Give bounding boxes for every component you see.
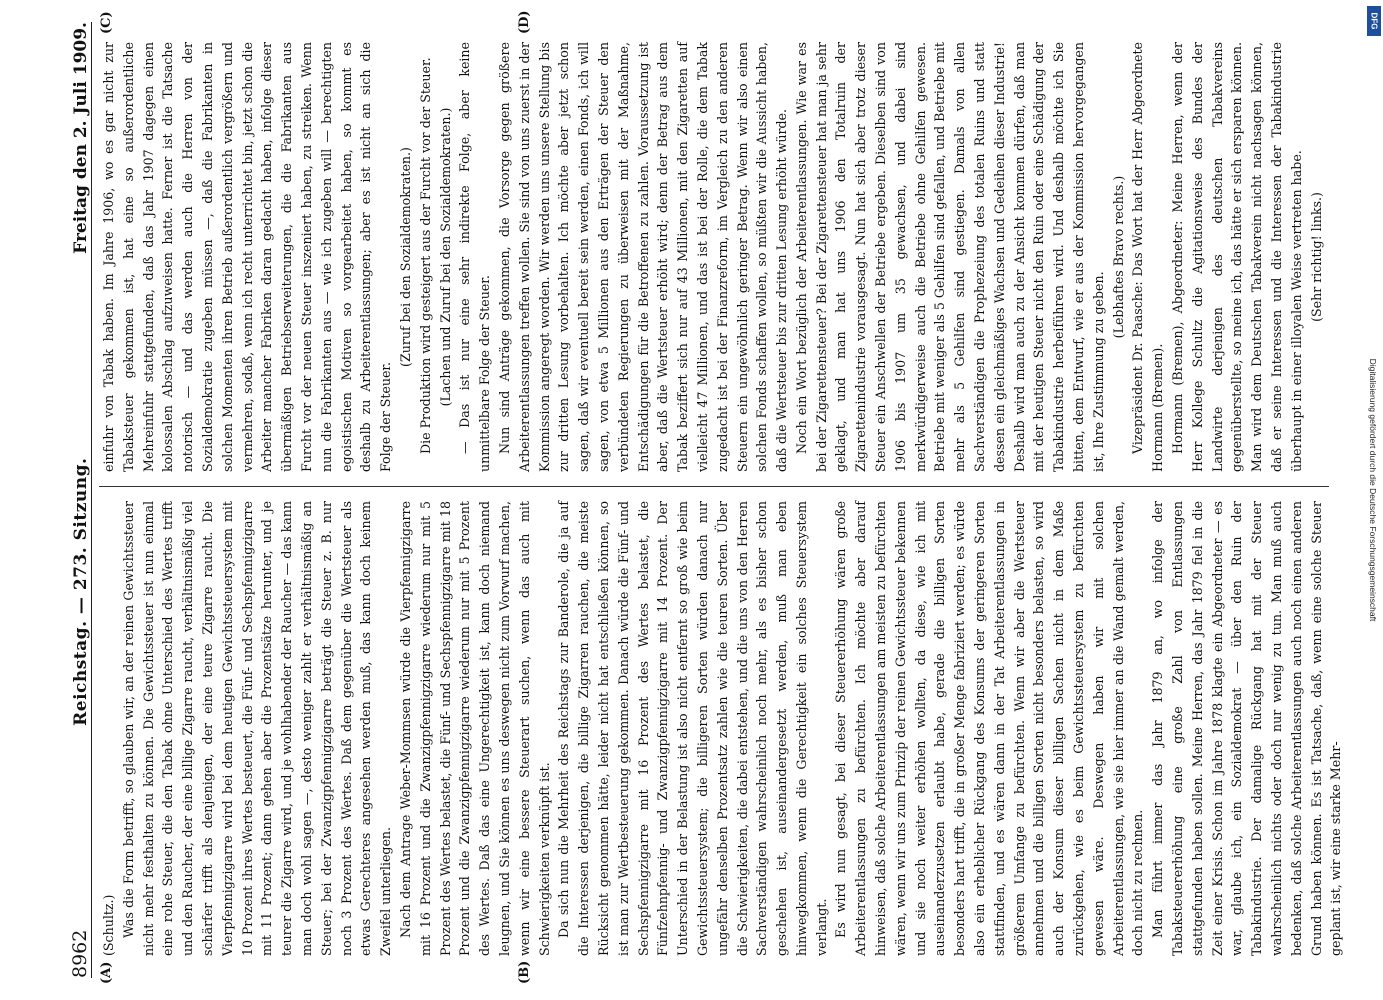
interjection: (Sehr richtig! links.): [1308, 192, 1324, 322]
document-page: [47, 10, 1343, 990]
margin-marker-a: (A): [98, 961, 114, 984]
page-number: 8962: [68, 929, 91, 978]
interjection: (Zuruf bei den Sozialdemokraten.): [397, 147, 413, 367]
paragraph: Da sich nun die Mehrheit des Reichstags zur Banderole, die ja auf die Interessen derjenigen, die billige Zigarren rauchen, die meiste Rücksicht genommen hätte, leider nicht hat entschließen können, so ist man zur Wertbesteuerung gekommen. Danach würde die Fünf- und Sechspfennigzigarre mit 16 Prozent des Wertes belastet, die Fünfzehnpfennig- und Zwanzigpfennigzigarre mit 14 Prozent. Der Unterschied in der Belastung ist also nicht entfernt so groß wie beim Gewichtssteuersystem; die billigeren Sorten würden danach nur ungefähr denselben Prozentsatz zahlen wie die teuren Sorten. Über die Schwierigkeiten, die dabei entstehen, und die uns von den Herren Sachverständigen wahrscheinlich noch mehr, als es bisher schon geschehen ist, auseinandergesetzt werden, muß man eben hinwegkommen, wenn die Gerechtigkeit ein solches Steuersystem verlangt.: [555, 501, 829, 956]
margin-marker-d: (D): [516, 10, 532, 34]
margin-marker-c: (C): [98, 11, 114, 34]
column-divider: [99, 486, 1329, 487]
paragraph: Vizepräsident Dr. Paasche: Das Wort hat der Herr Abgeordnete Hormann (Bremen).: [1129, 42, 1165, 472]
paragraph: einfuhr von Tabak haben. Im Jahre 1906, wo es gar nicht zur Tabaksteuer gekommen ist, hat eine so außerordentliche Mehreinfuhr stattgefunden, daß das Jahr 1907 dagegen einen kolossalen Abschlag aufzuweisen hatte. Ferner ist die Tatsache notorisch — und das werden auch die Herren von der Sozialdemokratie zugeben müssen —, daß die Fabrikanten in solchen Momenten ihren Betrieb außerordentlich vergrößern und vermehren, sodaß, wenn ich recht unterrichtet bin, jetzt schon die Arbeiter mancher Fabriken daran gedacht haben, infolge dieser übermäßigen Betriebserweiterungen, die die Fabrikanten aus Furcht vor der neuen Steuer inszeniert haben, zu streiken. Wenn nun die Fabrikanten aus — wie ich zugeben will — berechtigten egoistischen Motiven so vorgearbeitet haben, so kommt es deshalb zu Arbeiterentlassungen; aber es ist nicht an sich die Folge der Steuer.: [100, 42, 393, 472]
left-column: [99, 501, 1343, 956]
paragraph: Es wird nun gesagt, bei dieser Steuererhöhung wären große Arbeiterentlassungen zu befürchten. Ich möchte aber darauf hinweisen, daß solche Arbeiterentlassungen am meisten zu befürchten wären, wenn wir uns zum Prinzip der reinen Gewichtssteuer bekennen und sie noch weiter erhöhen wollten, da diese, wie ich mit auseinanderzusetzen erlaubt habe, gerade die billigen Sorten besonders hart trifft, die in großer Menge fabriziert werden; es würde also ein erheblicher Rückgang des Konsums der geringeren Sorten stattfinden, und es wären dann in der Tat Arbeiterentlassungen in größerem Umfange zu befürchten. Wenn wir aber die Wertsteuer annehmen und die billigen Sorten nicht besonders belasten, so wird auch der Konsum dieser billigen Sachen nicht in dem Maße zurückgehen, wie es beim Gewichtssteuersystem zu befürchten gewesen wäre. Deswegen haben wir mit solchen Arbeiterentlassungen, wie sie hier immer an die Wand gemalt werden, doch nicht zu rechnen.: [832, 501, 1145, 956]
page-header: [55, 22, 92, 978]
paragraph: — Das ist nur eine sehr indirekte Folge, aber keine unmittelbare Folge der Steuer.: [456, 42, 492, 472]
paragraph: Noch ein Wort bezüglich der Arbeiterentlassungen. Wie war es bei der Zigarettensteuer? Bei der Zigarettensteuer hat man ja sehr geklagt, und man hat uns 1906 den Totalruin der Zigarettenindustrie vorausgesagt. Nun hat sich aber trotz dieser Steuer ein Anschwellen der Betriebe ergeben. Dieselben sind von 1906 bis 1907 um 35 gewachsen, und dabei sind merkwürdigerweise auch die Betriebe ohne Gehilfen gewesen. Betriebe mit weniger als 5 Gehilfen sind gefallen, und Betriebe mit mehr als 5 Gehilfen sind gestiegen. Damals von allen Sachverständigen die Prophezeiung des totalen Ruins und statt dessen ein gleichmäßiges Wachsen und Gedeihen dieser Industrie! Deshalb wird man auch zu der Ansicht kommen dürfen, daß man mit der heutigen Steuer nicht den Ruin oder eine Schädigung der Tabakindustrie herbeiführen wird. Und deshalb möchte ich Sie bitten, dem Entwurf, wie er aus der Kommission hervorgegangen ist, Ihre Zustimmung zu geben.: [793, 42, 1106, 472]
session-date: Freitag den 2. Juli 1909.: [70, 22, 91, 254]
digitization-credit: Digitalisierung gefördert durch die Deutsche Forschungsgemeinschaft: [1368, 358, 1378, 622]
paragraph: Nach dem Antrage Weber-Mommsen würde die Vierpfennigzigarre mit 16 Prozent und die Zwanzigpfennigzigarre wiederum nur mit 5 Prozent des Wertes belastet, die Fünf- und Sechspfennigzigarre mit 18 Prozent und die Zwanzigpfennigzigarre wiederum nur mit 5 Prozent des Wertes. Daß das eine Ungerechtigkeit ist, kann doch niemand leugnen, und Sie können es uns deswegen nicht zum Vorwurf machen, wenn wir eine bessere Steuerart suchen, wenn das auch mit Schwierigkeiten verknüpft ist.: [397, 501, 552, 956]
interjection: (Lebhaftes Bravo rechts.): [1110, 175, 1126, 339]
paragraph: Die Produktion wird gesteigert aus der Furcht vor der Steuer.: [417, 57, 433, 454]
margin-marker-b: (B): [516, 960, 532, 984]
paragraph: Nun sind Anträge gekommen, die Vorsorge gegen größere Arbeiterentlassungen treffen wollen. Sie sind von uns zuerst in der Kommission angeregt worden. Wir werden uns unsere Stellung bis zur dritten Lesung vorbehalten. Ich möchte aber jetzt schon sagen, daß wir eventuell bereit sein werden, einen Fonds, ich will sagen, von etwa 5 Millionen aus den Erträgen der Steuer den verbündeten Regierungen zu überweisen mit der Maßnahme, Entschädigungen für die Betroffenen zu zahlen. Voraussetzung ist aber, daß die Wertsteuer erhöht wird; denn der Betrag aus dem Tabak beziffert sich nur auf 43 Millionen, mit den Zigaretten auf vielleicht 47 Millionen, und das ist bei der Rolle, die dem Tabak zugedacht ist bei der Finanzreform, im Vergleich zu den anderen Steuern ein ungewöhnlich geringer Betrag. Wenn wir also einen solchen Fonds schaffen wollen, so müßten wir die Aussicht haben, daß die Wertsteuer bis zur dritten Lesung erhöht würde.: [496, 42, 789, 472]
session-title: Reichstag. — 273. Sitzung.: [70, 457, 91, 726]
paragraph: Hormann (Bremen), Abgeordneter: Meine Herren, wenn der Herr Kollege Schultz die Agitationsweise des Bundes der Landwirte derjenigen des deutschen Tabakvereins gegenüberstellte, so meine ich, das hätte er sich ersparen können. Man wird dem Deutschen Tabakverein nicht nachsagen können, daß er seine Interessen und die Interessen der Tabakindustrie überhaupt in einer illoyalen Weise vertreten habe.: [1169, 42, 1304, 472]
paragraph: Man führt immer das Jahr 1879 an, wo infolge der Tabaksteuererhöhung eine große Zahl von Entlassungen stattgefunden haben sollen. Meine Herren, das Jahr 1879 fiel in die Zeit einer Krisis. Schon im Jahre 1878 klagte ein Abgeordneter — es war, glaube ich, ein Sozialdemokrat — über den Ruin der Tabakindustrie. Der damalige Rückgang hat mit der Steuer wahrscheinlich nichts oder doch nur wenig zu tun. Man muß auch bedenken, daß solche Arbeiterentlassungen auch noch einen anderen Grund haben können. Es ist Tatsache, daß, wenn eine solche Steuer geplant ist, wir eine starke Mehr-: [1149, 501, 1343, 956]
speaker-name: (Schultz.): [100, 894, 116, 956]
right-column: [99, 42, 1329, 472]
dfg-logo: DFG: [1367, 6, 1381, 36]
interjection: (Lachen und Zuruf bei den Sozialdemokraten.): [437, 107, 453, 407]
paragraph: Was die Form betrifft, so glauben wir, an der reinen Gewichtssteuer nicht mehr festhalten zu können. Die Gewichtssteuer ist nun einmal eine rohe Steuer, die den Tabak ohne Unterschied des Wertes trifft und den Raucher, der eine billige Zigarre raucht, verhältnismäßig viel schärfer trifft als denjenigen, der eine teure Zigarre raucht. Die Vierpfennigzigarre wird bei dem heutigen Gewichtssteuersystem mit 10 Prozent ihres Wertes besteuert, die Fünf- und Sechspfennigzigarre mit 11 Prozent; dann gehen aber die Prozentsätze herunter, und je teurer die Zigarre wird, und je wohlhabender der Raucher — das kann man doch wohl sagen —, desto weniger zahlt er verhältnismäßig an Steuer; bei der Zwanzigpfennigzigarre beträgt die Steuer z. B. nur noch 3 Prozent des Wertes. Daß dem gegenüber die Wertsteuer als etwas Gerechteres angesehen werden muß, das kann doch keinem Zweifel unterliegen.: [120, 501, 393, 956]
